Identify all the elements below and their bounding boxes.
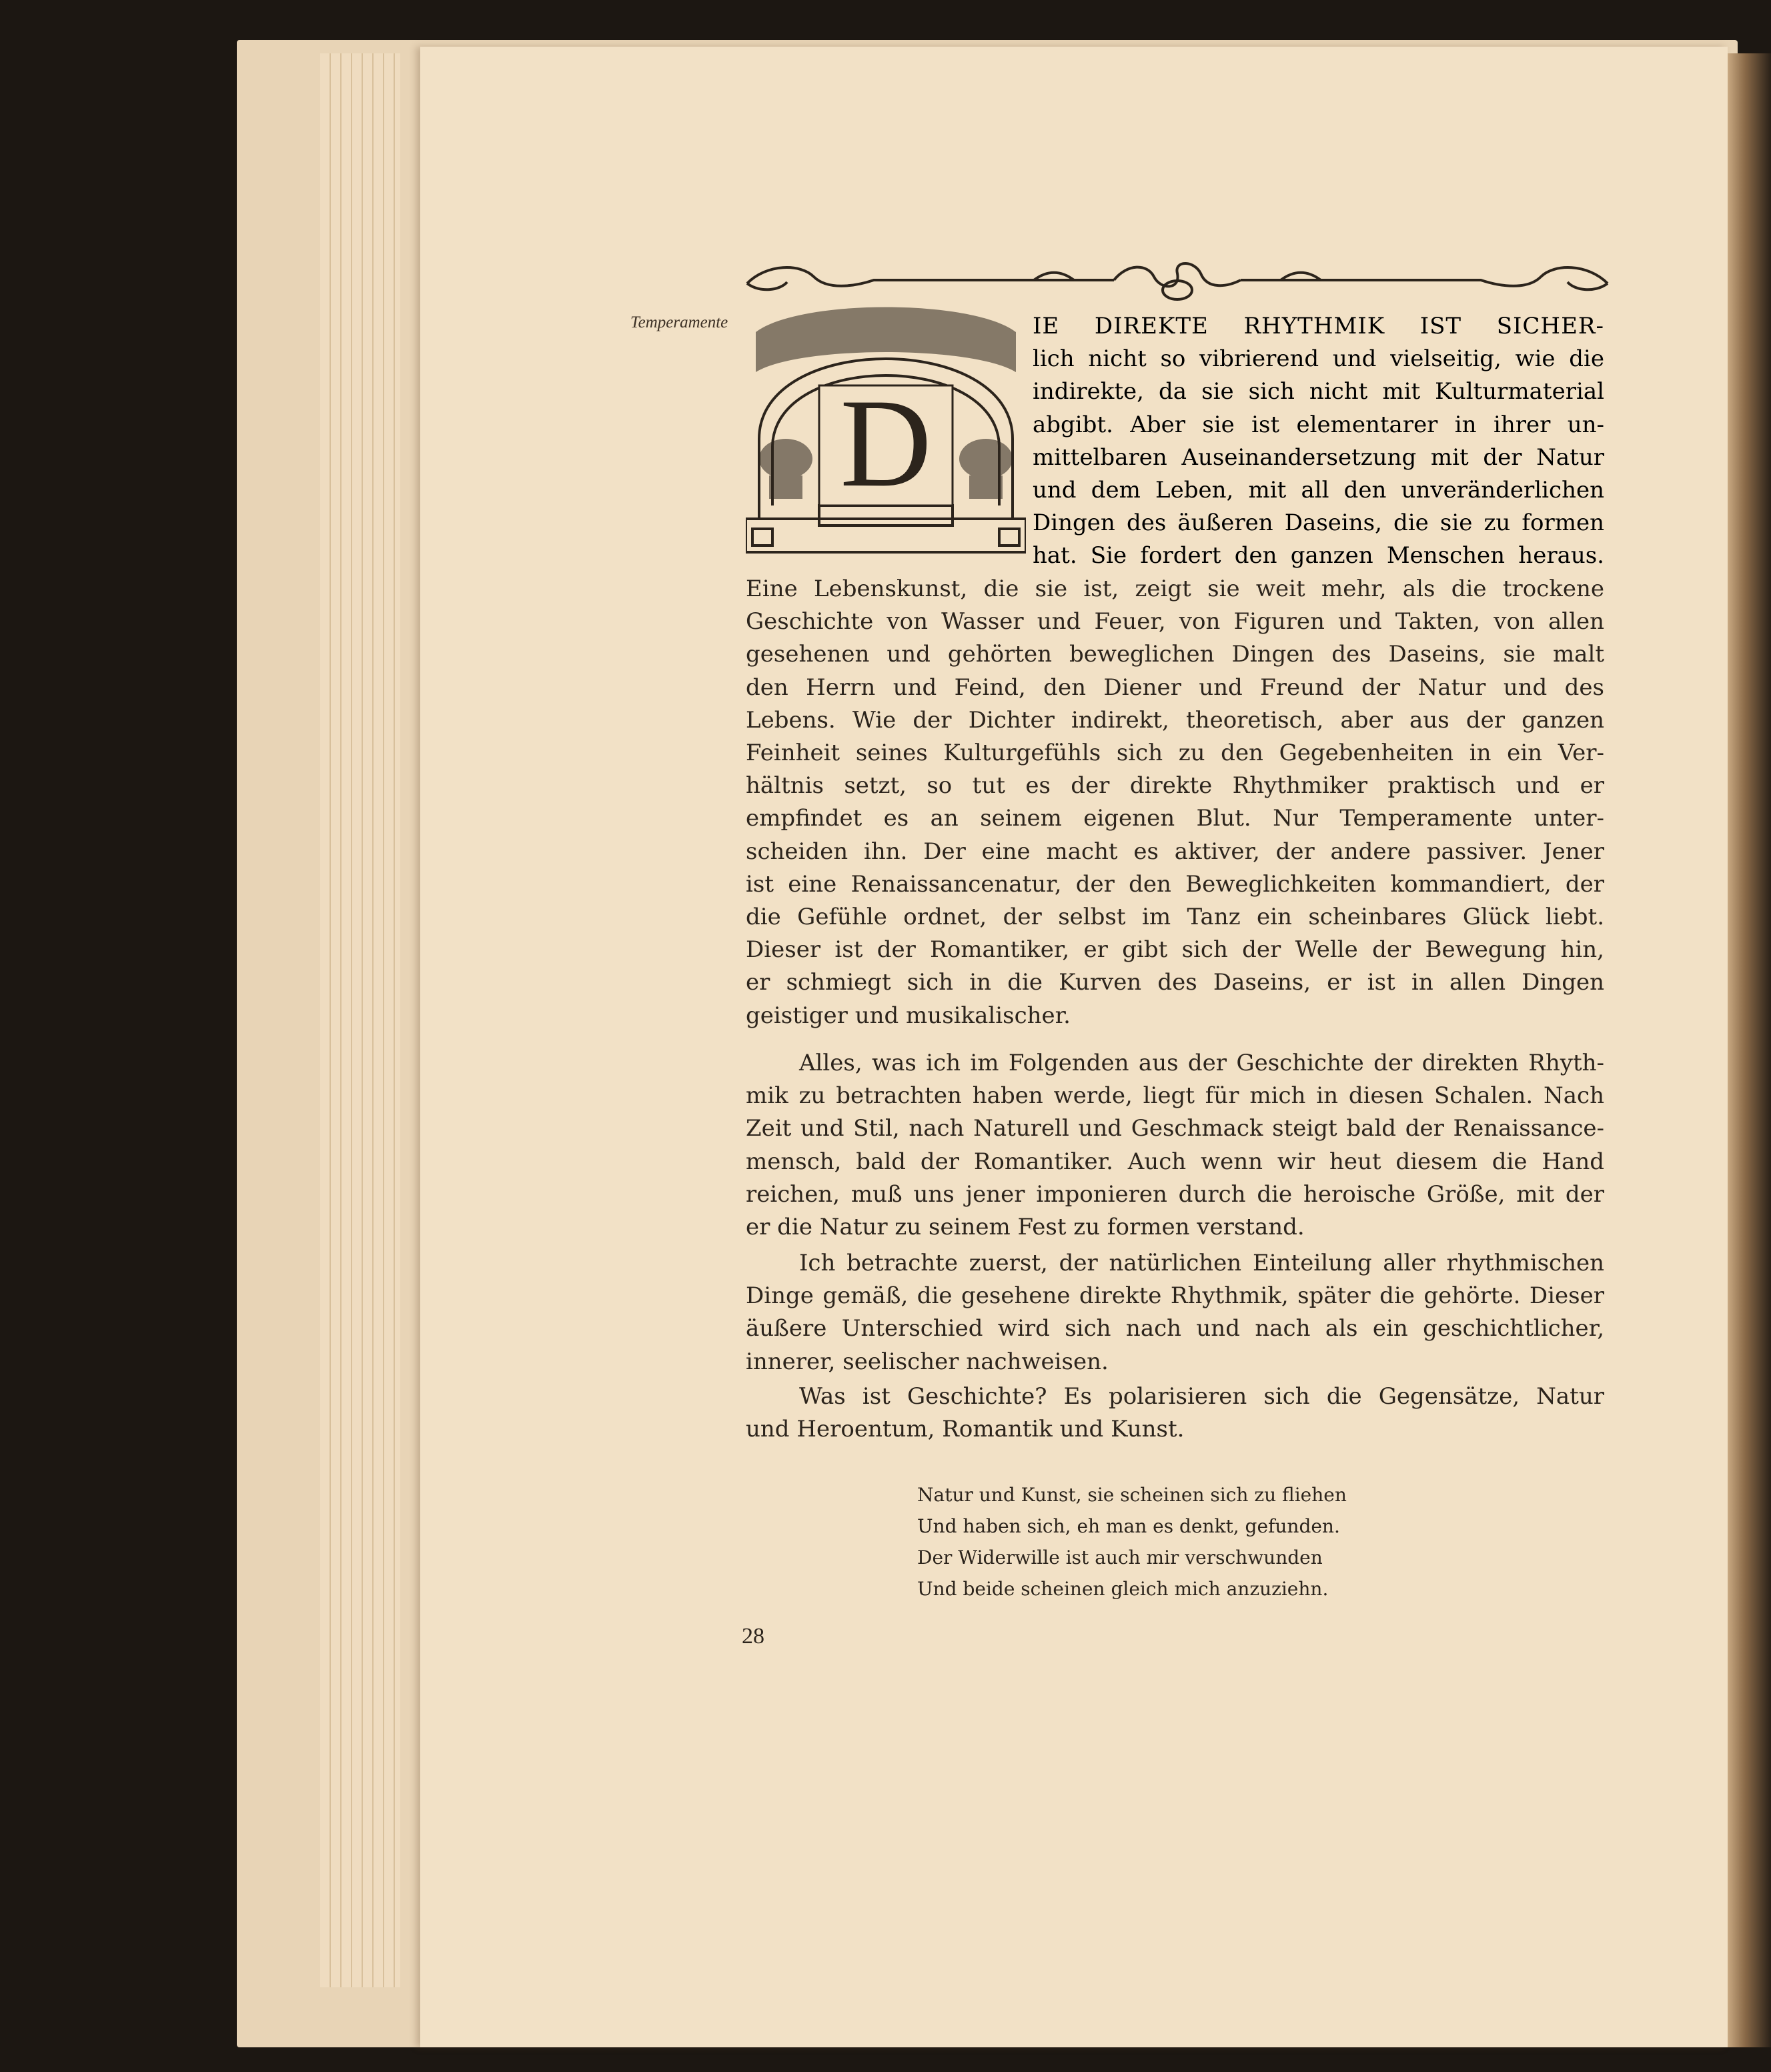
poem-line: Natur und Kunst, sie scheinen sich zu fliehen (917, 1484, 1347, 1506)
text-line: Lebens. Wie der Dichter indirekt, theoretisch, aber aus der ganzen (746, 706, 1604, 734)
text-line: innerer, seelischer nachweisen. (746, 1348, 1109, 1375)
intro-lines (1033, 310, 1604, 573)
poem-line: Und beide scheinen gleich mich anzuziehn. (917, 1578, 1329, 1600)
text-line: und Heroentum, Romantik und Kunst. (746, 1416, 1185, 1443)
intro-line: lich nicht so vibrierend und vielseitig, wie die (1033, 345, 1604, 373)
paragraph-4 (746, 1380, 1604, 1446)
intro-line: mittelbaren Auseinandersetzung mit der Natur (1033, 443, 1604, 471)
text-line: geistiger und musikalischer. (746, 1002, 1071, 1029)
text-line: Geschichte von Wasser und Feuer, von Figuren und Takten, von allen (746, 608, 1604, 636)
text-line: Zeit und Stil, nach Naturell und Geschmack steigt bald der Renaissance- (746, 1115, 1604, 1142)
drop-cap-letter: D (840, 373, 932, 513)
decorative-initial (746, 305, 1026, 564)
poem-quote (917, 1479, 1424, 1605)
poem-line: Der Widerwille ist auch mir verschwunden (917, 1546, 1323, 1569)
text-line: er die Natur zu seinem Fest zu formen verstand. (746, 1214, 1305, 1241)
paragraph-2 (746, 1047, 1604, 1244)
page-number: 28 (742, 1624, 764, 1649)
text-line: Ich betrachte zuerst, der natürlichen Einteilung aller rhythmischen (799, 1250, 1604, 1276)
poem-line: Und haben sich, eh man es denkt, gefunden. (917, 1515, 1340, 1537)
text-line: mik zu betrachten haben werde, liegt für mich in diesen Schalen. Nach (746, 1082, 1604, 1110)
text-line: den Herrn und Feind, den Diener und Freund der Natur und des (746, 674, 1604, 701)
text-line: Dieser ist der Romantiker, er gibt sich der Welle der Bewegung hin, (746, 936, 1604, 964)
intro-line: und dem Leben, mit all den unveränderlichen (1033, 477, 1604, 504)
text-line: empfindet es an seinem eigenen Blut. Nur Temperamente unter- (746, 805, 1604, 832)
text-line: Was ist Geschichte? Es polarisieren sich die Gegensätze, Natur (799, 1383, 1604, 1410)
text-line: gesehenen und gehörten beweglichen Dingen des Daseins, sie malt (746, 641, 1604, 668)
text-line: die Gefühle ordnet, der selbst im Tanz ein scheinbares Glück liebt. (746, 904, 1604, 931)
text-line: Dinge gemäß, die gesehene direkte Rhythmik, später die gehörte. Dieser (746, 1282, 1604, 1310)
intro-line: hat. Sie fordert den ganzen Menschen heraus. (1033, 542, 1604, 570)
text-line: Feinheit seines Kulturgefühls sich zu den Gegebenheiten in ein Ver- (746, 740, 1604, 767)
intro-line: Dingen des äußeren Daseins, die sie zu formen (1033, 509, 1604, 537)
text-line: hältnis setzt, so tut es der direkte Rhythmiker praktisch und er (746, 772, 1604, 800)
text-line: mensch, bald der Romantiker. Auch wenn wir heut diesem die Hand (746, 1148, 1604, 1175)
text-line: Eine Lebenskunst, die sie ist, zeigt sie weit mehr, als die trockene (746, 576, 1604, 602)
intro-line: indirekte, da sie sich nicht mit Kulturmaterial (1033, 378, 1604, 405)
intro-line: abgibt. Aber sie ist elementarer in ihrer un- (1033, 411, 1604, 438)
text-line: er schmiegt sich in die Kurven des Daseins, er ist in allen Dingen (746, 969, 1604, 996)
text-line: Alles, was ich im Folgenden aus der Geschichte der direkten Rhyth- (799, 1050, 1604, 1076)
ornamental-flourish (740, 257, 1614, 303)
text-line: reichen, muß uns jener imponieren durch die heroische Größe, mit der (746, 1180, 1604, 1208)
text-line: ist eine Renaissancenatur, der den Beweglichkeiten kommandiert, der (746, 870, 1604, 898)
margin-note: Temperamente (630, 313, 728, 331)
paragraph-3 (746, 1247, 1604, 1378)
text-line: scheiden ihn. Der eine macht es aktiver, der andere passiver. Jener (746, 838, 1604, 865)
paragraph-1 (746, 573, 1604, 1032)
text-line: äußere Unterschied wird sich nach und nach als ein geschichtlicher, (746, 1315, 1604, 1342)
intro-line: IE DIREKTE RHYTHMIK IST SICHER- (1033, 313, 1604, 339)
